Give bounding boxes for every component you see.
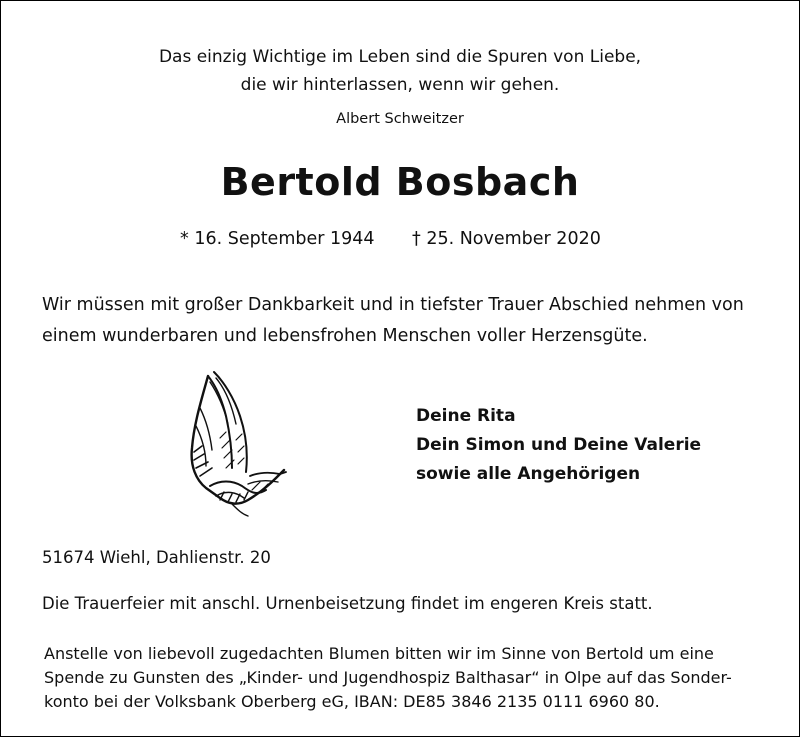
family-member-rita: Deine Rita <box>416 406 516 426</box>
donation-line-3: konto bei der Volksbank Oberberg eG, IBAN: DE85 3846 2135 0111 6960 80. <box>44 692 660 711</box>
farewell-line-2: einem wunderbaren und lebensfrohen Menschen voller Herzensgüte. <box>42 326 648 346</box>
address: 51674 Wiehl, Dahlienstr. 20 <box>42 548 271 567</box>
quote-line-1: Das einzig Wichtige im Leben sind die Spuren von Liebe, <box>158 47 642 67</box>
ceremony-notice: Die Trauerfeier mit anschl. Urnenbeisetzung findet im engeren Kreis statt. <box>42 594 653 613</box>
donation-notice <box>44 642 784 714</box>
praying-hands-icon <box>180 368 300 518</box>
family-list <box>416 402 701 489</box>
quote-line-2: die wir hinterlassen, wenn wir gehen. <box>240 75 560 95</box>
farewell-message <box>42 290 782 352</box>
birth-date: * 16. September 1944 <box>180 229 375 249</box>
quote-author: Albert Schweitzer <box>336 111 464 127</box>
deceased-name: Bertold Bosbach <box>220 160 580 204</box>
donation-line-1: Anstelle von liebevoll zugedachten Blumen bitten wir im Sinne von Bertold um eine <box>44 644 714 663</box>
donation-line-2: Spende zu Gunsten des „Kinder- und Jugendhospiz Balthasar“ in Olpe auf das Sonder- <box>44 668 732 687</box>
family-member-simon-valerie: Dein Simon und Deine Valerie <box>416 435 702 455</box>
farewell-line-1: Wir müssen mit großer Dankbarkeit und in tiefster Trauer Abschied nehmen von <box>42 295 744 315</box>
family-relatives: sowie alle Angehörigen <box>416 464 641 484</box>
death-date: † 25. November 2020 <box>412 229 601 249</box>
